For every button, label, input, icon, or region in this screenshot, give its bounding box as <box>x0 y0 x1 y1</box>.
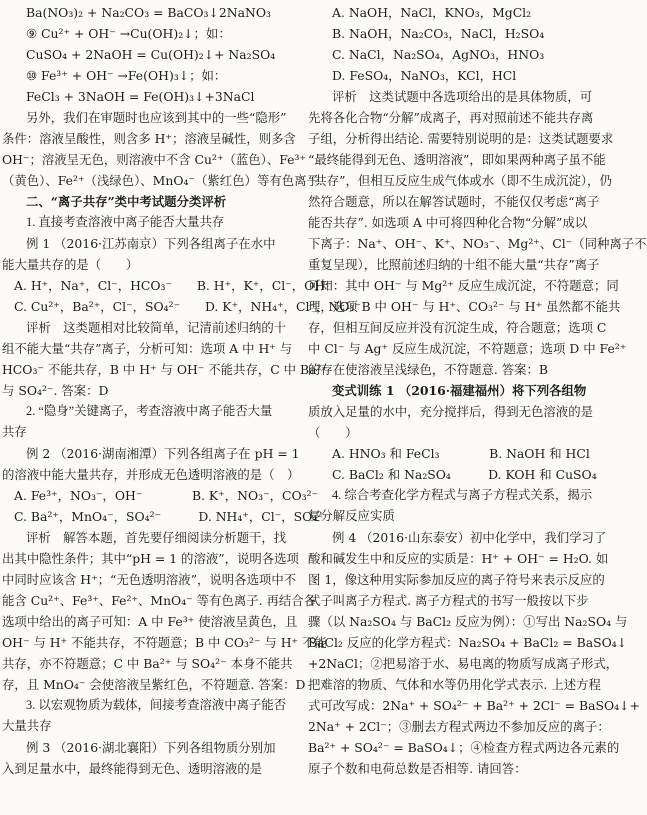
text-line: 中同时应该含 H⁺；“无色透明溶液”，说明各选项中不 <box>2 572 297 587</box>
text-line: 共存，亦不符题意；C 中 Ba²⁺ 与 SO₄²⁻ 本身不能共 <box>2 656 293 671</box>
text-line: 选项中给出的离子可知：A 中 Fe³⁺ 使溶液呈黄色，且 <box>2 614 298 629</box>
text-line: 酸和碱发生中和反应的实质是：H⁺ + OH⁻ = H₂O. 如 <box>308 551 609 566</box>
text-line: 可知：其中 OH⁻ 与 Mg²⁺ 反应生成沉淀，不符题意；同 <box>308 278 619 293</box>
text-line: Ba²⁺ + SO₄²⁻ = BaSO₄↓；④检查方程式两边各元素的 <box>308 740 620 755</box>
text-line: 例 4 （2016·山东泰安）初中化学中，我们学习了 <box>332 530 607 545</box>
right-column <box>308 2 647 779</box>
text-line: 存，且 MnO₄⁻ 会使溶液呈紫红色，不符题意. 答案：D <box>2 677 306 692</box>
text-line: 另外，我们在审题时也应该到其中的一些“隐形” <box>26 110 287 125</box>
text-line: 4. 综合考查化学方程式与离子方程式关系，揭示 <box>332 488 593 502</box>
text-line: 与 SO₄²⁻. 答案：D <box>2 383 109 398</box>
text-line: 存，但相互间反应并没有沉淀生成，符合题意；选项 C <box>308 320 607 335</box>
text-line: “共存”，但相互反应生成气体或水（即不生成沉淀），仍 <box>308 173 612 188</box>
text-line: 的溶液中能大量共存，并形成无色透明溶液的是（ ） <box>2 467 300 482</box>
text-line: 1. 直接考查溶液中离子能否大量共存 <box>26 215 225 229</box>
text-line: 组不能大量“共存”离子，分析可知：选项 A 中 H⁺ 与 <box>2 341 293 356</box>
text-line: 评析 这类题相对比较简单，记清前述归纳的十 <box>26 320 287 335</box>
text-line: 条件：溶液呈酸性，则含多 H⁺；溶液呈碱性，则多含 <box>2 131 296 146</box>
text-line: 例 2 （2016·湖南湘潭）下列各组离子在 pH = 1 <box>26 446 300 461</box>
text-line: FeCl₃ + 3NaOH = Fe(OH)₃↓+3NaCl <box>26 89 255 104</box>
text-line: 能否共存”. 如选项 A 中可将四种化合物“分解”成以 <box>308 215 588 230</box>
text-line: 3. 以宏观物质为载体，间接考查溶液中离子能否 <box>26 698 287 712</box>
text-line: OH⁻；溶液呈无色，则溶液中不含 Cu²⁺（蓝色）、Fe³⁺ <box>2 152 307 167</box>
text-line: D. FeSO₄，NaNO₃，KCl，HCl <box>332 68 517 83</box>
text-line: 下离子：Na⁺、OH⁻、K⁺、NO₃⁻、Mg²⁺、Cl⁻（同种离子不 <box>308 236 647 251</box>
text-line: 理，选项 B 中 OH⁻ 与 H⁺、CO₃²⁻ 与 H⁺ 虽然都不能共 <box>308 299 621 314</box>
text-line: 二、“离子共存”类中考试题分类评析 <box>26 194 227 209</box>
text-line: 2Na⁺ + 2Cl⁻；③删去方程式两边不参加反应的离子： <box>308 719 610 734</box>
text-line: 变式训练 1 （2016·福建福州）将下列各组物 <box>332 383 587 398</box>
text-line: （ ） <box>308 425 358 440</box>
text-line: C. Cu²⁺，Ba²⁺，Cl⁻，SO₄²⁻ D. K⁺，NH₄⁺，Cl⁻，NO₃⁻ <box>14 299 361 314</box>
text-line: CuSO₄ + 2NaOH = Cu(OH)₂↓+ Na₂SO₄ <box>26 47 276 62</box>
text-line: C. Ba²⁺，MnO₄⁻，SO₄²⁻ D. NH₄⁺，Cl⁻，SO₄²⁻ <box>14 509 329 524</box>
text-line: 重复呈现），比照前述归纳的十组不能大量“共存”离子 <box>308 257 600 272</box>
text-line: +2NaCl；②把易溶于水、易电离的物质写成离子形式， <box>308 656 619 671</box>
text-line: 复分解反应实质 <box>308 509 395 523</box>
text-line: ⑩ Fe³⁺ + OH⁻ →Fe(OH)₃↓；如： <box>26 68 227 83</box>
text-line: A. H⁺，Na⁺，Cl⁻，HCO₃⁻ B. H⁺，K⁺，Cl⁻，OH⁻ <box>14 278 332 293</box>
text-line: C. BaCl₂ 和 Na₂SO₄ D. KOH 和 CuSO₄ <box>332 467 597 482</box>
text-line: ⑨ Cu²⁺ + OH⁻ →Cu(OH)₂↓；如： <box>26 26 231 41</box>
text-line: 先将各化合物“分解”成离子，再对照前述不能共存离 <box>308 110 594 125</box>
text-line: （黄色）、Fe²⁺（浅绿色）、MnO₄⁻（紫红色）等有色离子. <box>2 173 323 188</box>
text-line: 共存 <box>2 425 27 439</box>
text-line: BaCl₂ 反应的化学方程式：Na₂SO₄ + BaCl₂ = BaSO₄↓ <box>308 635 628 650</box>
text-line: 然符合题意，所以在解答试题时，不能仅仅考虑“离子 <box>308 194 600 209</box>
text-line: 的存在使溶液呈浅绿色，不符题意. 答案：B <box>308 362 549 377</box>
text-line: 把难溶的物质、气体和水等仍用化学式表示. 上述方程 <box>308 677 601 692</box>
text-line: 质放入足量的水中，充分搅拌后，得到无色溶液的是 <box>308 404 593 419</box>
text-line: 例 1 （2016·江苏南京）下列各组离子在水中 <box>26 236 276 251</box>
text-line: 原子个数和电荷总数是否相等. 请回答： <box>308 761 527 776</box>
text-line: 入到足量水中，最终能得到无色、透明溶液的是 <box>2 761 263 776</box>
text-line: 式子叫离子方程式. 离子方程式的书写一般按以下步 <box>308 593 589 608</box>
text-line: 评析 解答本题，首先要仔细阅读分析题干，找 <box>26 530 287 545</box>
text-line: OH⁻ 与 H⁺ 不能共存，不符题意；B 中 CO₃²⁻ 与 H⁺ 不能 <box>2 635 327 650</box>
text-line: “最终能得到无色、透明溶液”，即如果两种离子虽不能 <box>308 152 606 167</box>
text-line: B. NaOH，Na₂CO₃，NaCl，H₂SO₄ <box>332 26 545 41</box>
text-line: 中 Cl⁻ 与 Ag⁺ 反应生成沉淀，不符题意；选项 D 中 Fe²⁺ <box>308 341 627 356</box>
text-line: 能含 Cu²⁺、Fe³⁺、Fe²⁺、MnO₄⁻ 等有色离子. 再结合各 <box>2 593 317 608</box>
text-line: 评析 这类试题中各选项给出的是具体物质，可 <box>332 89 593 104</box>
text-line: Ba(NO₃)₂ + Na₂CO₃ = BaCO₃↓2NaNO₃ <box>26 5 271 20</box>
text-line: 例 3 （2016·湖北襄阳）下列各组物质分别加 <box>26 740 276 755</box>
text-line: 图 1，像这种用实际参加反应的离子符号来表示反应的 <box>308 572 605 587</box>
text-line: A. HNO₃ 和 FeCl₃ B. NaOH 和 HCl <box>332 446 590 461</box>
text-line: A. NaOH，NaCl，KNO₃，MgCl₂ <box>332 5 532 20</box>
text-line: 式可改写成：2Na⁺ + SO₄²⁻ + Ba²⁺ + 2Cl⁻ = BaSO₄↓+ <box>308 698 640 713</box>
text-line: A. Fe³⁺，NO₃⁻，OH⁻ B. K⁺，NO₃⁻，CO₃²⁻ <box>14 488 319 503</box>
text-line: 大量共存 <box>2 719 52 733</box>
text-line: 骤（以 Na₂SO₄ 与 BaCl₂ 反应为例）：①写出 Na₂SO₄ 与 <box>308 614 628 629</box>
text-line: 子组，分析得出结论. 需要特别说明的是：这类试题要求 <box>308 131 614 146</box>
text-line: 2. “隐身”关键离子，考查溶液中离子能否大量 <box>26 404 273 418</box>
text-line: C. NaCl，Na₂SO₄，AgNO₃，HNO₃ <box>332 47 545 62</box>
text-line: 能大量共存的是（ ） <box>2 257 139 272</box>
text-line: HCO₃⁻ 不能共存，B 中 H⁺ 与 OH⁻ 不能共存，C 中 Ba²⁺ <box>2 362 328 377</box>
text-line: 出其中隐性条件；其中“pH = 1 的溶液”，说明各选项 <box>2 551 299 566</box>
